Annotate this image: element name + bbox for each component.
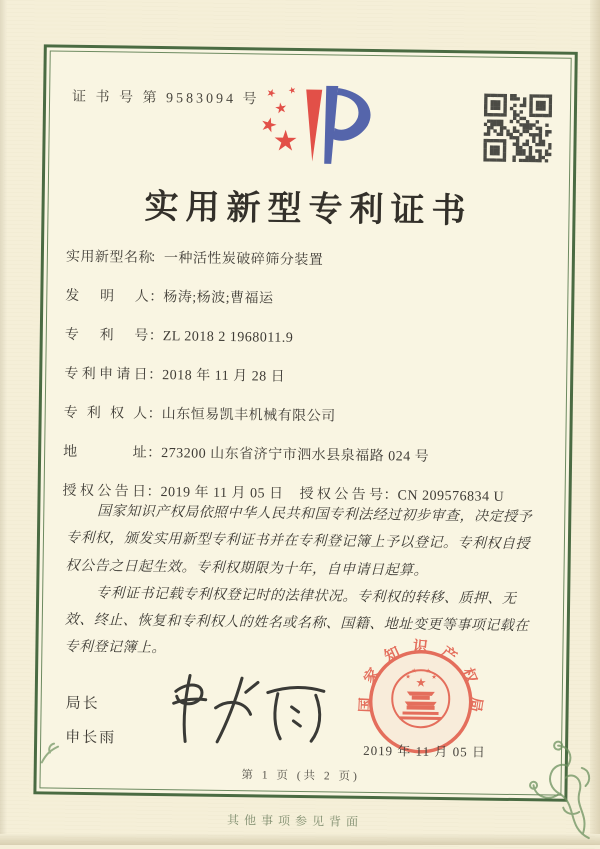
field-colon: ： (147, 445, 162, 462)
qr-code (483, 94, 552, 163)
field-row (64, 363, 554, 394)
field-label: 地址 (63, 444, 148, 461)
field-colon: ： (149, 289, 164, 306)
field-row (63, 441, 553, 472)
grant-no-label: 授权公告号 (299, 486, 384, 504)
field-row (66, 246, 556, 277)
field-list (62, 246, 556, 526)
field-label: 专利申请日 (64, 366, 149, 383)
field-row (64, 402, 554, 433)
field-value: 2018 年 11 月 28 日 (162, 368, 286, 385)
seal-text: 国家知识产权局 (358, 638, 485, 725)
logo-red-blade (305, 90, 322, 162)
field-colon: ： (149, 250, 165, 267)
certificate-number: 证 书 号 第 9583094 号 (72, 89, 260, 108)
corner-flourish-icon (523, 715, 597, 842)
page-number: 第 1 页 (共 2 页) (241, 769, 360, 783)
field-value: 一种活性炭破碎筛分装置 (163, 251, 324, 269)
cnipa-logo-icon (239, 78, 380, 176)
legal-paragraph: 国家知识产权局依照中华人民共和国专利法经过初步审查，决定授予专利权，颁发实用新型专利证书并在专利登记簿上予以登记。专利权自授权公告之日起生效。专利权期限为十年，自申请日起算。 (65, 504, 533, 579)
field-row (65, 324, 555, 355)
signoff-block (65, 692, 117, 761)
field-value: 273200 山东省济宁市泗水县泉福路 024 号 (161, 446, 430, 465)
grant-date-value: 2019 年 11 月 05 日 (160, 485, 284, 502)
field-colon: ： (147, 406, 163, 423)
field-label: 实用新型名称 (65, 249, 153, 266)
director-signature-icon (155, 661, 341, 762)
field-colon: ： (383, 488, 399, 504)
field-colon: ： (148, 367, 163, 384)
field-label: 发明人 (65, 288, 150, 305)
field-colon: ： (148, 328, 164, 345)
sprout-flourish-icon (36, 738, 64, 766)
grant-date-label: 授权公告日 (62, 483, 147, 500)
director-label: 局长 (65, 695, 100, 713)
field-row (65, 285, 555, 316)
field-label: 专利号 (64, 327, 149, 344)
grant-no-value: CN 209576834 U (397, 488, 505, 505)
back-note: 其他事项参见背面 (226, 813, 364, 829)
seal-date: 2019 年 11 月 05 日 (363, 742, 487, 760)
field-label: 专利权人 (63, 405, 148, 422)
field-value: 山东恒易凯丰机械有限公司 (161, 407, 336, 425)
logo-blue-bowl (333, 88, 371, 141)
page-title: 实用新型专利证书 (144, 188, 473, 231)
logo-blue-stem (324, 86, 338, 164)
director-name: 申长雨 (65, 729, 117, 747)
certificate-border-frame (33, 44, 577, 801)
field-colon: ： (146, 484, 162, 501)
legal-paragraph: 专利证书记载专利权登记时的法律状况。专利权的转移、质押、无效、终止、恢复和专利权人的姓名或名称、国籍、地址变更等事项记载在专利登记簿上。 (64, 586, 529, 657)
field-value: 杨涛;杨波;曹福运 (163, 290, 274, 307)
field-value: ZL 2018 2 1968011.9 (162, 329, 294, 346)
